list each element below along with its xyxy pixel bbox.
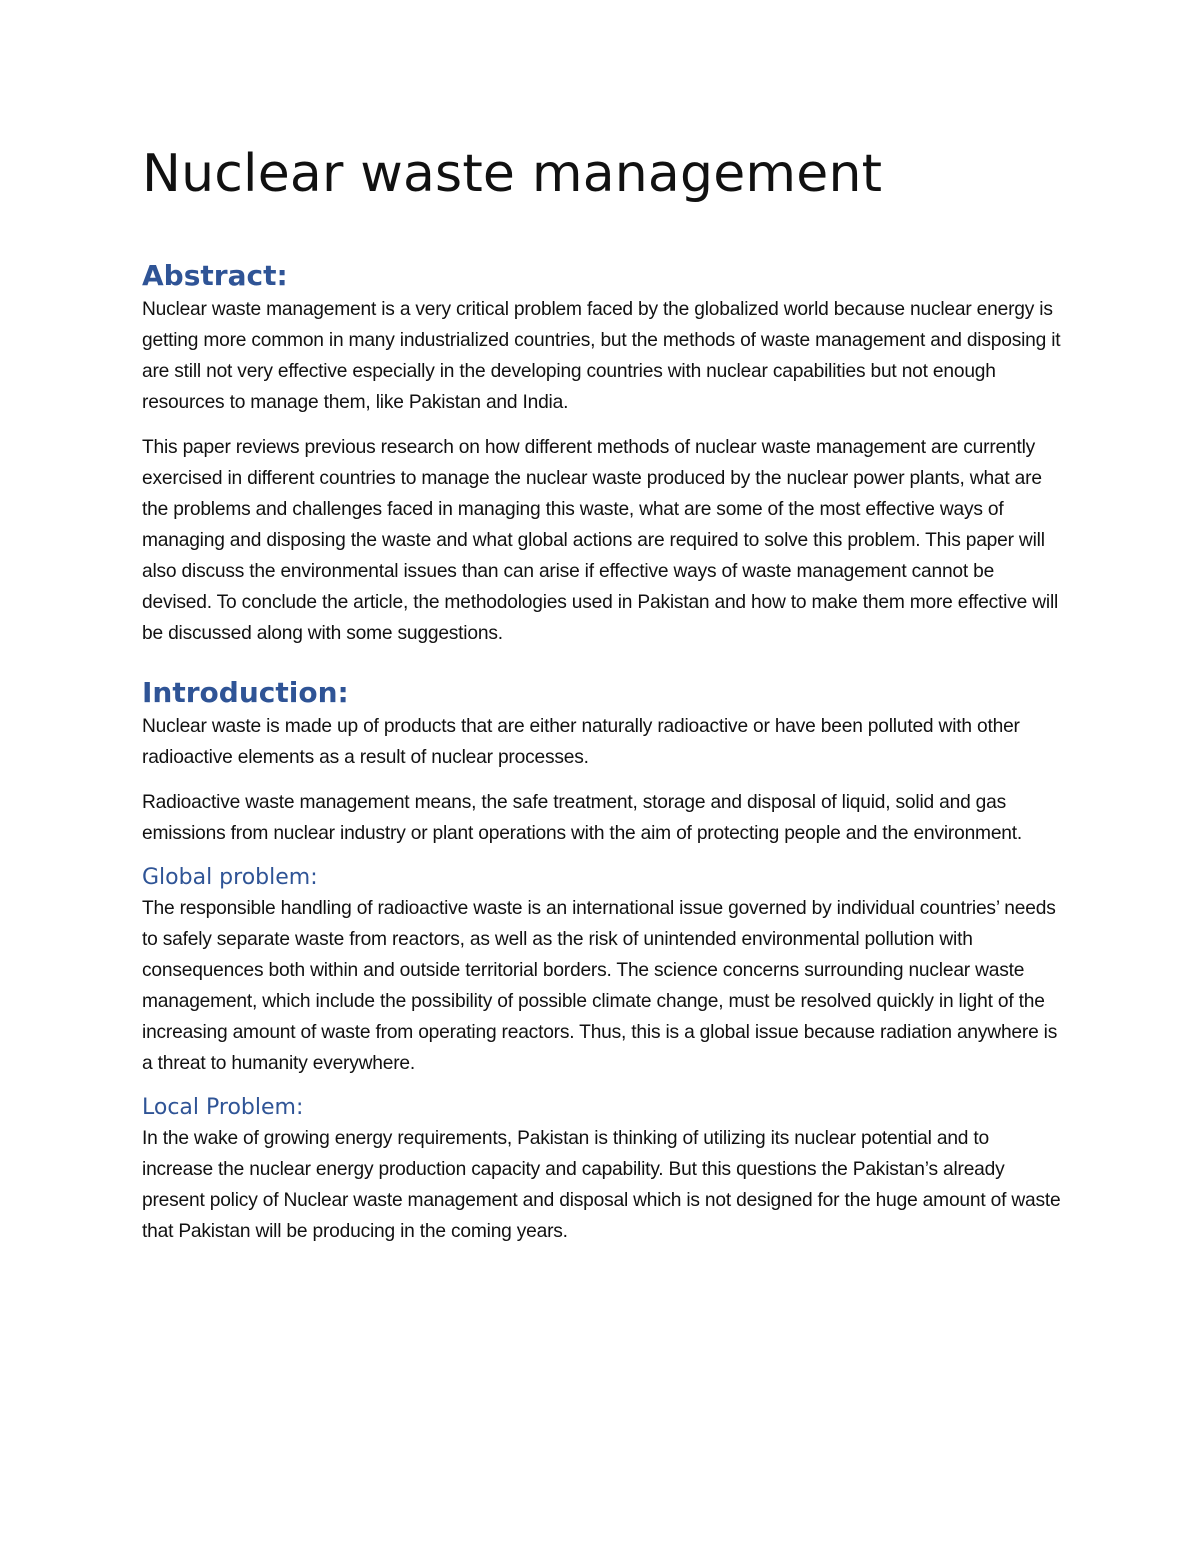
section-heading-introduction: Introduction: bbox=[142, 676, 349, 709]
introduction-paragraph-2: Radioactive waste management means, the safe treatment, storage and disposal of liquid, solid and gas emissions from nuclear industry or plant operations with the aim of protecting people and the environment. bbox=[142, 792, 1023, 844]
section-abstract bbox=[142, 258, 1062, 649]
document-title: Nuclear waste management bbox=[142, 144, 883, 204]
section-heading-abstract: Abstract: bbox=[142, 259, 288, 292]
abstract-paragraph-2: This paper reviews previous research on how different methods of nuclear waste management are currently exercised in different countries to manage the nuclear waste produced by the nuclear power plants, what are the problems and challenges faced in managing this waste, what are some of the most effective ways of managing and disposing the waste and what global actions are required to solve this problem. This paper will also discuss the environmental issues than can arise if effective ways of waste management cannot be devised. To conclude the article, the methodologies used in Pakistan and how to make them more effective will be discussed along with some suggestions. bbox=[142, 437, 1059, 644]
document-page bbox=[142, 140, 1062, 1261]
introduction-paragraph-1: Nuclear waste is made up of products that are either naturally radioactive or have been polluted with other radioactive elements as a result of nuclear processes. bbox=[142, 716, 1020, 768]
section-heading-local-problem: Local Problem: bbox=[142, 1095, 304, 1120]
section-introduction bbox=[142, 675, 1062, 849]
global-problem-paragraph-1: The responsible handling of radioactive waste is an international issue governed by individual countries’ needs to safely separate waste from reactors, as well as the risk of unintended environmental pollution with consequences both within and outside territorial borders. The science concerns surrounding nuclear waste management, which include the possibility of possible climate change, must be resolved quickly in light of the increasing amount of waste from operating reactors. Thus, this is a global issue because radiation anywhere is a threat to humanity everywhere. bbox=[142, 898, 1058, 1074]
section-local-problem bbox=[142, 1093, 1062, 1247]
section-global-problem bbox=[142, 863, 1062, 1079]
section-heading-global-problem: Global problem: bbox=[142, 865, 318, 890]
abstract-paragraph-1: Nuclear waste management is a very critical problem faced by the globalized world because nuclear energy is getting more common in many industrialized countries, but the methods of waste management and disposing it are still not very effective especially in the developing countries with nuclear capabilities but not enough resources to manage them, like Pakistan and India. bbox=[142, 299, 1061, 413]
local-problem-paragraph-1: In the wake of growing energy requirements, Pakistan is thinking of utilizing its nuclear potential and to increase the nuclear energy production capacity and capability. But this questions the Pakistan’s already present policy of Nuclear waste management and disposal which is not designed for the huge amount of waste that Pakistan will be producing in the coming years. bbox=[142, 1128, 1061, 1242]
